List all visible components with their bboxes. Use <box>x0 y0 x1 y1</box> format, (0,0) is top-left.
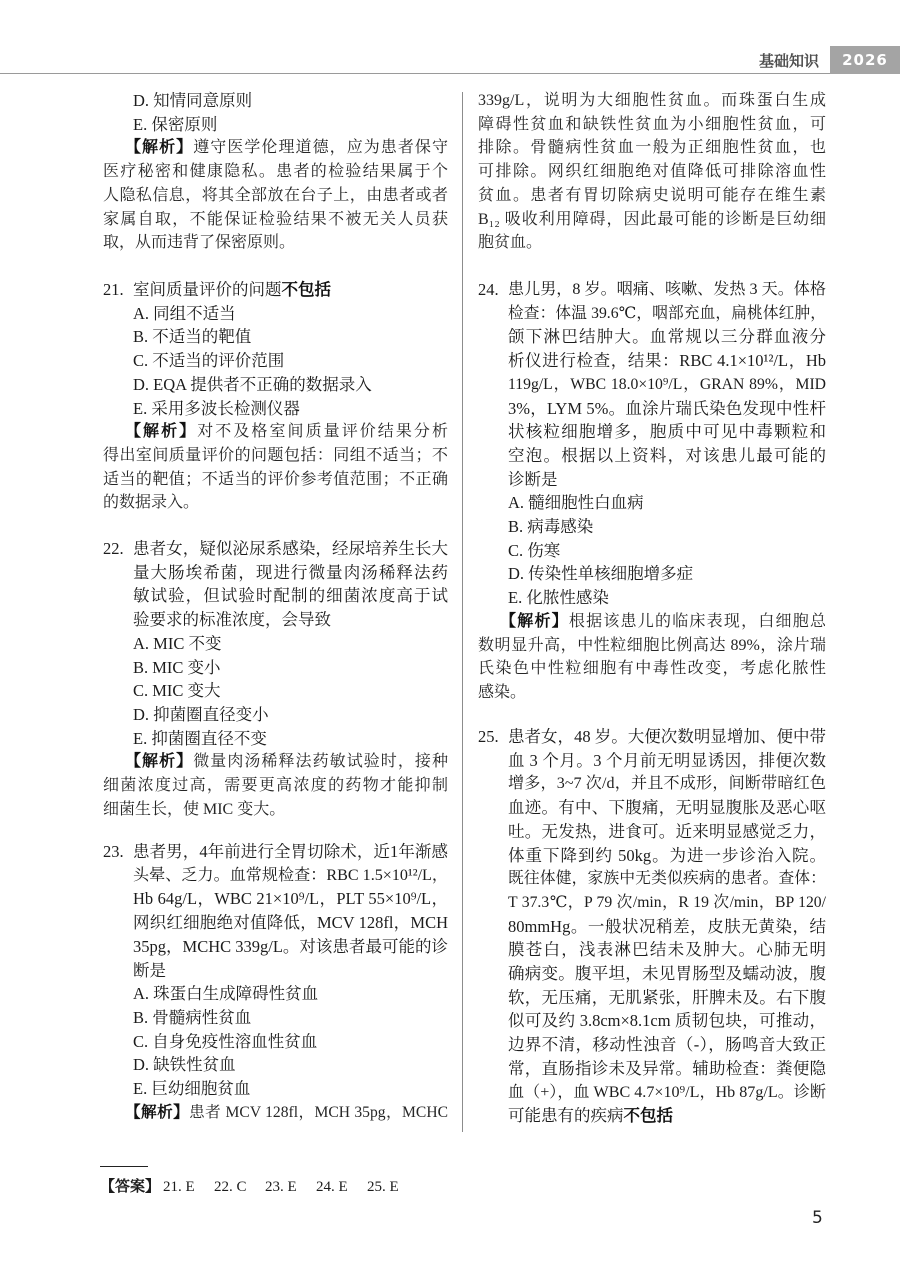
stem-line: 诊断是 <box>508 469 558 489</box>
stem-line: T 37.3℃，P 79 次/min，R 19 次/min，BP 120/ <box>508 893 826 911</box>
page-number: 5 <box>812 1208 823 1228</box>
question-22 <box>103 537 448 821</box>
question-23-explanation-continued <box>478 89 826 255</box>
explanation <box>103 1101 448 1125</box>
explanation-line: 数明显升高，中性粒细胞比例高达 89%，涂片瑞 <box>478 636 826 654</box>
stem-line: 患儿男，8 岁。咽痛、咳嗽、发热 3 天。体格 <box>508 281 826 298</box>
option-c: C. 自身免疫性溶血性贫血 <box>133 1031 318 1051</box>
option-d: D. 知情同意原则 <box>133 91 253 110</box>
option-list <box>133 89 448 136</box>
explanation-line: 氏染色中性粒细胞有中毒性改变，考虑化脓性 <box>478 660 826 678</box>
answer-key-label: 【答案】 <box>100 1179 161 1195</box>
explanation-label: 【解析】 <box>125 1103 190 1121</box>
header-rule <box>0 73 830 74</box>
answer-key <box>100 1176 418 1198</box>
explanation-line: 医疗秘密和健康隐私。患者的检验结果属于个 <box>103 163 448 181</box>
stem-line: Hb 64g/L，WBC 21×10⁹/L，PLT 55×10⁹/L， <box>133 889 448 909</box>
question-number: 22. <box>103 539 124 558</box>
stem-line: 析仪进行检查，结果：RBC 4.1×10¹²/L，Hb <box>508 351 826 371</box>
stem-line: 35pg，MCHC 339g/L。对该患者最可能的诊 <box>133 936 448 956</box>
explanation-line: 339g/L，说明为大细胞性贫血。而珠蛋白生成 <box>478 92 826 109</box>
option-e: E. 保密原则 <box>133 114 218 134</box>
footnote-rule <box>100 1166 148 1167</box>
explanation-line <box>103 750 448 774</box>
question-21 <box>103 278 448 515</box>
option-e: E. 巨幼细胞贫血 <box>133 1079 251 1099</box>
explanation-text: 遵守医学伦理道德，应为患者保守 <box>193 139 448 157</box>
question-number: 21. <box>103 280 124 299</box>
stem-line: 量大肠埃希菌，现进行微量肉汤稀释法药 <box>133 562 448 582</box>
stem-emphasis: 不包括 <box>281 280 331 299</box>
column-divider <box>462 92 463 1132</box>
explanation-text: 微量肉汤稀释法药敏试验时，接种 <box>193 753 448 771</box>
option-d: D. 缺铁性贫血 <box>133 1055 236 1075</box>
year-badge: 2026 <box>830 46 900 74</box>
stem-line: 空泡。根据以上资料，对该患儿最可能的 <box>508 445 826 465</box>
explanation-text: 对不及格室间质量评价结果分析 <box>197 423 448 441</box>
explanation <box>478 610 826 705</box>
question-stem <box>508 278 826 491</box>
section-title: 基础知识 <box>758 52 819 70</box>
answer-item: 21. E <box>163 1179 195 1195</box>
explanation <box>103 420 448 515</box>
explanation-text: 患者 MCV 128fl，MCH 35pg，MCHC <box>189 1103 448 1121</box>
stem-line <box>133 278 448 302</box>
explanation <box>103 750 448 821</box>
option-e: E. 抑菌圈直径不变 <box>133 728 267 748</box>
explanation-line: 可排除。网织红细胞绝对值降低可排除溶血性 <box>478 163 826 181</box>
question-stem <box>508 725 826 1128</box>
answer-item: 24. E <box>316 1179 348 1195</box>
explanation-line: 障碍性贫血和缺铁性贫血为小细胞性贫血，可 <box>478 115 826 133</box>
explanation <box>478 89 826 255</box>
explanation-line: 家属自取，不能保证检验结果不被无关人员获 <box>103 210 448 228</box>
option-list <box>508 491 826 610</box>
stem-line: 119g/L，WBC 18.0×10⁹/L，GRAN 89%，MID <box>508 375 826 393</box>
stem-line: 检查：体温 39.6℃，咽部充血，扁桃体红肿， <box>508 304 826 322</box>
stem-line: 敏试验，但试验时配制的细菌浓度高于试 <box>133 586 448 606</box>
question-stem <box>133 840 448 982</box>
explanation-line: 细菌浓度过高，需要更高浓度的药物才能抑制 <box>103 777 448 795</box>
stem-line: 患者男，4年前进行全胃切除术，近1年渐感 <box>133 842 448 861</box>
stem-text: 室间质量评价的问题 <box>133 280 282 299</box>
option-d: D. EQA 提供者不正确的数据录入 <box>133 374 372 394</box>
question-number: 24. <box>478 280 499 299</box>
explanation-line: 得出室间质量评价的问题包括：同组不适当；不 <box>103 446 448 464</box>
option-b: B. 骨髓病性贫血 <box>133 1007 252 1027</box>
stem-emphasis: 不包括 <box>623 1106 673 1126</box>
explanation-label: 【解析】 <box>125 139 194 157</box>
stem-line: 血 3 个月。3 个月前无明显诱因，排便次数 <box>508 750 826 770</box>
stem-line: 患者女，疑似泌尿系感染，经尿培养生长大 <box>133 539 448 558</box>
explanation-line: B₁₂ 吸收利用障碍，因此最可能的诊断是巨幼细 <box>478 210 826 228</box>
option-d: D. 传染性单核细胞增多症 <box>508 564 694 584</box>
stem-line: 膜苍白，浅表淋巴结未及肿大。心肺无明 <box>508 940 826 960</box>
option-a: A. 同组不适当 <box>133 303 236 323</box>
explanation-line: 细菌生长，使 MIC 变大。 <box>103 800 286 818</box>
answer-item: 25. E <box>367 1179 399 1195</box>
question-number: 25. <box>478 727 499 746</box>
explanation-line <box>103 420 448 444</box>
option-c: C. MIC 变大 <box>133 681 221 701</box>
stem-line: 确病变。腹平坦，未见胃肠型及蠕动波，腹 <box>508 964 826 984</box>
stem-line: 边界不清，移动性浊音（-），肠鸣音大致正 <box>508 1035 826 1055</box>
option-b: B. 病毒感染 <box>508 517 594 537</box>
stem-line: 血迹。有中、下腹痛，无明显腹胀及恶心呕 <box>508 798 826 818</box>
option-list <box>133 302 448 421</box>
explanation-label: 【解析】 <box>125 423 198 441</box>
stem-line: 验要求的标准浓度，会导致 <box>133 610 331 630</box>
question-20-continued <box>103 89 448 255</box>
option-a: A. 珠蛋白生成障碍性贫血 <box>133 984 319 1004</box>
option-d: D. 抑菌圈直径变小 <box>133 704 269 724</box>
stem-line: 头晕、乏力。血常规检查：RBC 1.5×10¹²/L， <box>133 866 448 884</box>
option-e: E. 采用多波长检测仪器 <box>133 398 300 418</box>
stem-line: 患者女，48 岁。大便次数明显增加、便中带 <box>508 727 826 746</box>
explanation-line: 胞贫血。 <box>478 234 543 252</box>
explanation-line: 排除。骨髓病性贫血一般为正细胞性贫血，也 <box>478 139 826 157</box>
stem-line <box>508 1104 826 1128</box>
option-list <box>133 982 448 1101</box>
explanation-line <box>103 136 448 160</box>
question-24 <box>478 278 826 705</box>
explanation-line: 的数据录入。 <box>103 494 200 512</box>
explanation-line <box>103 1101 448 1125</box>
question-25 <box>478 725 826 1128</box>
question-23 <box>103 840 448 1124</box>
stem-line: 增多，3~7 次/d，并且不成形，间断带暗红色 <box>508 775 826 793</box>
option-a: A. MIC 不变 <box>133 633 222 653</box>
stem-line: 体重下降到约 50kg。为进一步诊治入院。 <box>508 845 826 865</box>
stem-line: 断是 <box>133 960 166 980</box>
stem-line: 常，直肠指诊未及异常。辅助检查：粪便隐 <box>508 1058 826 1078</box>
explanation-line: 取，从而违背了保密原则。 <box>103 234 296 252</box>
question-number: 23. <box>103 842 124 861</box>
explanation-label: 【解析】 <box>125 753 194 771</box>
explanation-line <box>478 610 826 634</box>
explanation-label: 【解析】 <box>500 612 569 630</box>
question-stem <box>133 537 448 632</box>
stem-line: 血（+），血 WBC 4.7×10⁹/L，Hb 87g/L。诊断 <box>508 1083 826 1101</box>
question-stem <box>133 278 448 302</box>
option-c: C. 不适当的评价范围 <box>133 351 285 371</box>
stem-line: 颌下淋巴结肿大。血常规以三分群血液分 <box>508 327 826 347</box>
option-b: B. MIC 变小 <box>133 657 221 677</box>
explanation-line: 适当的靶值；不适当的评价参考值范围；不正确 <box>103 470 448 488</box>
explanation-line: 人隐私信息，将其全部放在台子上，由患者或者 <box>103 186 448 204</box>
stem-line: 似可及约 3.8cm×8.1cm 质韧包块，可推动， <box>508 1011 826 1031</box>
option-c: C. 伤寒 <box>508 540 561 560</box>
option-a: A. 髓细胞性白血病 <box>508 493 644 513</box>
option-list <box>133 632 448 751</box>
explanation-text: 根据该患儿的临床表现，白细胞总 <box>568 612 826 630</box>
explanation-line: 感染。 <box>478 683 527 701</box>
option-b: B. 不适当的靶值 <box>133 327 252 347</box>
stem-line: 软，无压痛，无肌紧张，肝脾未及。右下腹 <box>508 987 826 1007</box>
stem-line: 状核粒细胞增多，胞质中可见中毒颗粒和 <box>508 422 826 442</box>
stem-line: 80mmHg。一般状况稍差，皮肤无黄染，结 <box>508 916 826 936</box>
explanation-line: 贫血。患者有胃切除病史说明可能存在维生素 <box>478 186 826 204</box>
answer-item: 22. C <box>214 1179 247 1195</box>
stem-line: 吐。无发热，进食可。近来明显感觉乏力， <box>508 821 826 841</box>
stem-line: 网织红细胞绝对值降低，MCV 128fl，MCH <box>133 913 448 933</box>
stem-line: 3%，LYM 5%。血涂片瑞氏染色发现中性杆 <box>508 398 826 418</box>
answer-item: 23. E <box>265 1179 297 1195</box>
option-e: E. 化脓性感染 <box>508 588 609 608</box>
stem-text: 可能患有的疾病 <box>508 1106 624 1126</box>
explanation <box>103 136 448 255</box>
stem-line: 既往体健，家族中无类似疾病的患者。查体： <box>508 870 826 888</box>
